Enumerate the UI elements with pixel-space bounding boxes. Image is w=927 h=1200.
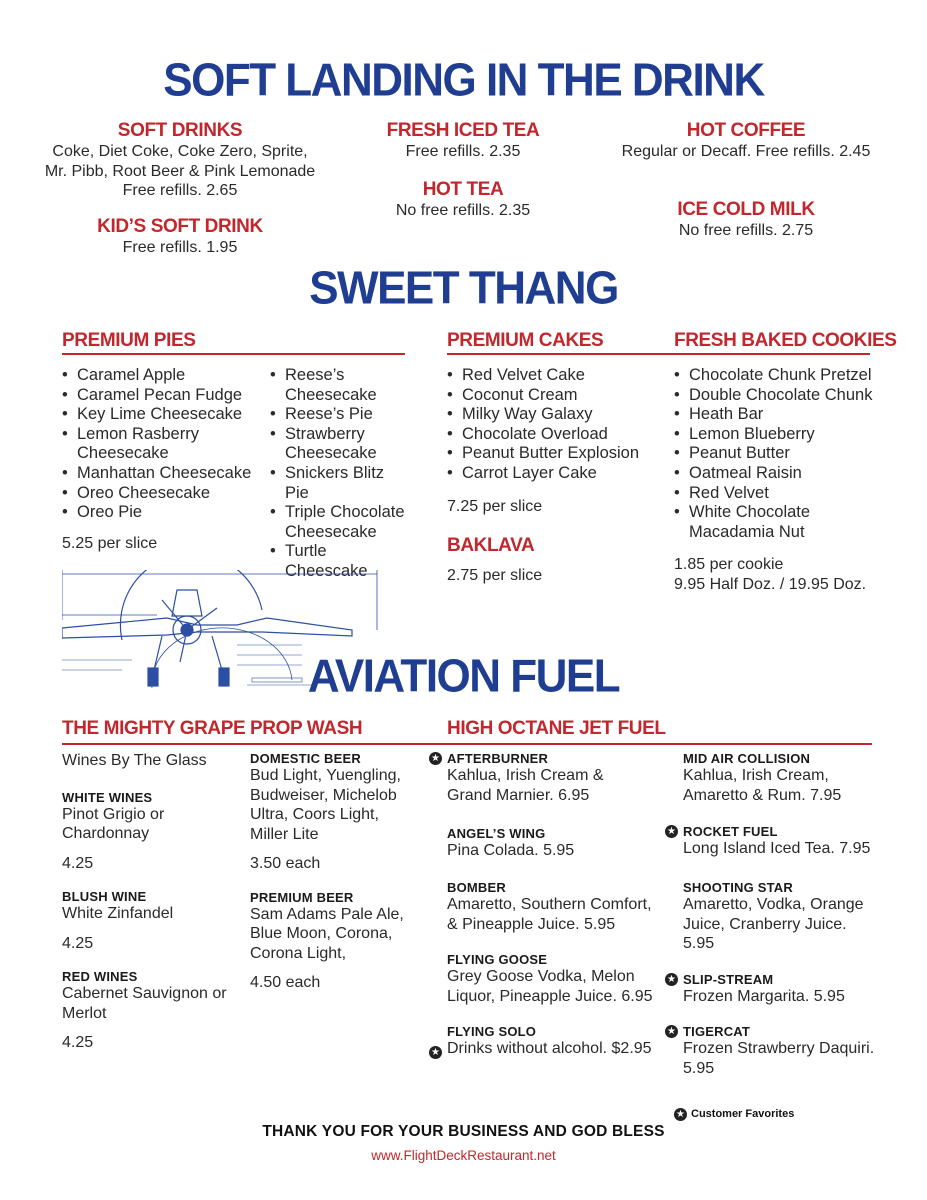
cocktail-item [683,880,864,954]
cookie-item: • Red Velvet [674,484,874,504]
cookie-item: • Peanut Butter [674,444,874,464]
cocktail-item [447,1024,652,1059]
cocktail-item [447,952,652,1006]
pie-item: • Snickers Blitz Pie [270,464,410,503]
ice-cold-milk-heading: ICE COLD MILK [677,199,815,220]
soft-drinks-heading: SOFT DRINKS [117,120,243,141]
white-wines-desc: Pinot Grigio or [62,805,165,823]
domestic-beer-list [250,766,430,844]
pies-price: 5.25 per slice [62,535,158,552]
red-wines-desc: Cabernet Sauvignon or [62,985,227,1002]
wines-intro: Wines By The Glass [62,752,207,769]
title-drinks: SOFT LANDING IN THE DRINK [163,54,764,107]
hot-coffee-heading: HOT COFFEE [686,120,806,141]
title-aviation: AVIATION FUEL [307,650,620,703]
cocktail-name: ANGEL’S WING [447,826,546,841]
star-circle-icon: ★ [665,973,678,986]
cake-item: • Peanut Butter Explosion [447,444,657,464]
cookie-item: • Double Chocolate Chunk [674,386,874,406]
blush-wine-desc: White Zinfandel [62,905,174,922]
cocktail-desc: Kahlua, Irish Cream, [683,767,829,784]
pie-item: • Oreo Pie [62,503,262,523]
cocktail-desc: 5.95 [683,1059,715,1077]
white-wines-price: 4.25 [62,854,94,872]
pie-item: • Reese’s Cheesecake [270,366,410,405]
cocktail-item [447,826,574,861]
cookie-item: • Heath Bar [674,405,874,425]
cocktail-name: TIGERCAT [683,1024,751,1039]
cake-item: • Coconut Cream [447,386,657,406]
kids-soft-drink-section [40,216,320,258]
prop-wash-section [250,751,430,993]
mighty-grape-heading: THE MIGHTY GRAPE [62,718,246,739]
soft-drinks-section [40,120,320,201]
blush-wine-price: 4.25 [62,934,94,952]
cocktail-name: FLYING GOOSE [447,952,548,967]
pie-item: • Turtle Cheescake [270,542,410,581]
hot-coffee-section [606,120,886,162]
star-circle-icon: ★ [429,752,442,765]
red-wines-desc: Merlot [62,1004,107,1022]
white-wines-desc: Chardonnay [62,825,150,842]
hot-tea-section [333,179,593,221]
cocktail-name: SHOOTING STAR [683,880,793,895]
premium-pies-heading: PREMIUM PIES [62,330,196,351]
pie-item: • Caramel Pecan Fudge [62,386,262,406]
pie-item: • Key Lime Cheesecake [62,405,262,425]
cake-item: • Red Velvet Cake [447,366,657,386]
domestic-beer-price: 3.50 each [250,855,321,872]
cocktail-desc: Amaretto, Southern Comfort, [447,896,652,913]
cocktail-item [683,1024,874,1078]
pie-item: • Triple Chocolate Cheesecake [270,503,410,542]
pie-item: • Reese’s Pie [270,405,410,425]
cocktail-item [447,751,604,805]
cocktail-item [683,751,841,805]
kids-soft-drink-price: Free refills. 1.95 [122,239,238,256]
cocktail-desc: Long Island Iced Tea. 7.95 [683,840,871,857]
cocktail-desc: 5.95 [683,935,715,952]
cocktail-desc: Frozen Strawberry Daquiri. [683,1040,875,1057]
domestic-beer-line: Miller Lite [250,825,319,843]
cocktail-desc: Kahlua, Irish Cream & [447,767,604,784]
fresh-iced-tea-heading: FRESH ICED TEA [386,120,540,141]
ice-cold-milk-section [606,199,886,241]
cocktail-desc: Grand Marnier. 6.95 [447,786,590,804]
cakes-list [447,366,657,484]
star-circle-icon: ★ [665,825,678,838]
cookies-price: 1.85 per cookie [674,556,784,573]
domestic-beer-line: Budweiser, Michelob [250,786,397,804]
hot-tea-heading: HOT TEA [422,179,504,200]
cocktail-name: AFTERBURNER [447,751,549,766]
pies-list-col2 [270,366,410,582]
star-circle-icon: ★ [429,1046,442,1059]
cocktail-desc: & Pineapple Juice. 5.95 [447,915,616,933]
fresh-iced-tea-price: Free refills. 2.35 [405,143,521,160]
cookie-item: • Lemon Blueberry [674,425,874,445]
pies-divider [62,353,405,355]
white-wines-heading: WHITE WINES [62,789,153,805]
premium-beer-price: 4.50 each [250,974,321,991]
pies-list-col1 [62,366,262,523]
premium-beer-line: Sam Adams Pale Ale, [250,905,404,923]
ice-cold-milk-price: No free refills. 2.75 [678,222,814,239]
pie-item: • Caramel Apple [62,366,262,386]
pie-item: • Lemon Rasberry Cheesecake [62,425,262,464]
premium-beer-line: Blue Moon, Corona, [250,925,393,942]
cocktail-name: ROCKET FUEL [683,824,778,839]
cookies-list [674,366,874,542]
cocktail-desc: Amaretto, Vodka, Orange [683,896,864,913]
blush-wine-heading: BLUSH WINE [62,889,147,904]
premium-beer-line: Corona Light, [250,944,347,962]
cake-item: • Milky Way Galaxy [447,405,657,425]
cake-item: • Chocolate Overload [447,425,657,445]
baklava-price: 2.75 per slice [447,567,543,584]
red-wines-heading: RED WINES [62,969,138,984]
prop-wash-heading: PROP WASH [250,718,363,739]
domestic-beer-line: Ultra, Coors Light, [250,806,379,823]
cocktail-desc: Juice, Cranberry Juice. [683,915,847,933]
soft-drinks-line: Mr. Pibb, Root Beer & Pink Lemonade [44,162,316,180]
jet-fuel-heading: HIGH OCTANE JET FUEL [447,718,666,739]
cocktail-desc: Frozen Margarita. 5.95 [683,988,845,1005]
star-circle-icon: ★ [674,1108,687,1121]
cocktail-name: BOMBER [447,880,506,895]
domestic-beer-line: Bud Light, Yuengling, [250,767,401,784]
website-link[interactable]: www.FlightDeckRestaurant.net [371,1148,556,1163]
mighty-grape-section [62,751,242,1053]
cocktail-item [447,880,652,934]
cocktail-item [683,972,845,1007]
cookies-heading: FRESH BAKED COOKIES [674,330,897,351]
cocktail-desc: Liquor, Pineapple Juice. 6.95 [447,987,653,1005]
hot-coffee-price: Regular or Decaff. Free refills. 2.45 [621,143,871,160]
cakes-cookies-divider [447,353,870,355]
cakes-price: 7.25 per slice [447,498,543,515]
cocktail-item [683,824,870,859]
cookie-item: • Chocolate Chunk Pretzel [674,366,874,386]
cocktail-desc: Grey Goose Vodka, Melon [447,968,635,985]
domestic-beer-heading: DOMESTIC BEER [250,751,361,766]
star-circle-icon: ★ [665,1025,678,1038]
kids-soft-drink-heading: KID’S SOFT DRINK [97,216,263,237]
premium-beer-list [250,905,430,964]
cookie-item: • Oatmeal Raisin [674,464,874,484]
title-sweets: SWEET THANG [309,262,618,315]
cocktail-desc: Amaretto & Rum. 7.95 [683,786,842,804]
fresh-iced-tea-section [333,120,593,162]
cookies-dozen-price: 9.95 Half Doz. / 19.95 Doz. [674,576,867,593]
pie-item: • Oreo Cheesecake [62,484,262,504]
customer-favorites-legend: Customer Favorites [691,1108,795,1120]
cocktail-desc: Drinks without alcohol. $2.95 [447,1040,652,1057]
red-wines-price: 4.25 [62,1034,94,1051]
cake-item: • Carrot Layer Cake [447,464,657,484]
hot-tea-price: No free refills. 2.35 [395,202,531,219]
cocktail-name: MID AIR COLLISION [683,751,811,766]
cookie-item: • White Chocolate Macadamia Nut [674,503,874,542]
cocktail-name: SLIP-STREAM [683,972,774,987]
pie-item: • Strawberry Cheesecake [270,425,410,464]
aviation-divider [62,743,872,745]
cocktail-desc: Pina Colada. 5.95 [447,842,575,859]
baklava-heading: BAKLAVA [447,535,535,556]
cocktail-name: FLYING SOLO [447,1024,537,1039]
soft-drinks-line: Coke, Diet Coke, Coke Zero, Sprite, [52,143,308,160]
footer-thanks: THANK YOU FOR YOUR BUSINESS AND GOD BLESS [262,1123,665,1140]
premium-cakes-heading: PREMIUM CAKES [447,330,604,351]
soft-drinks-price: Free refills. 2.65 [122,182,238,199]
premium-beer-heading: PREMIUM BEER [250,889,354,905]
pie-item: • Manhattan Cheesecake [62,464,262,484]
